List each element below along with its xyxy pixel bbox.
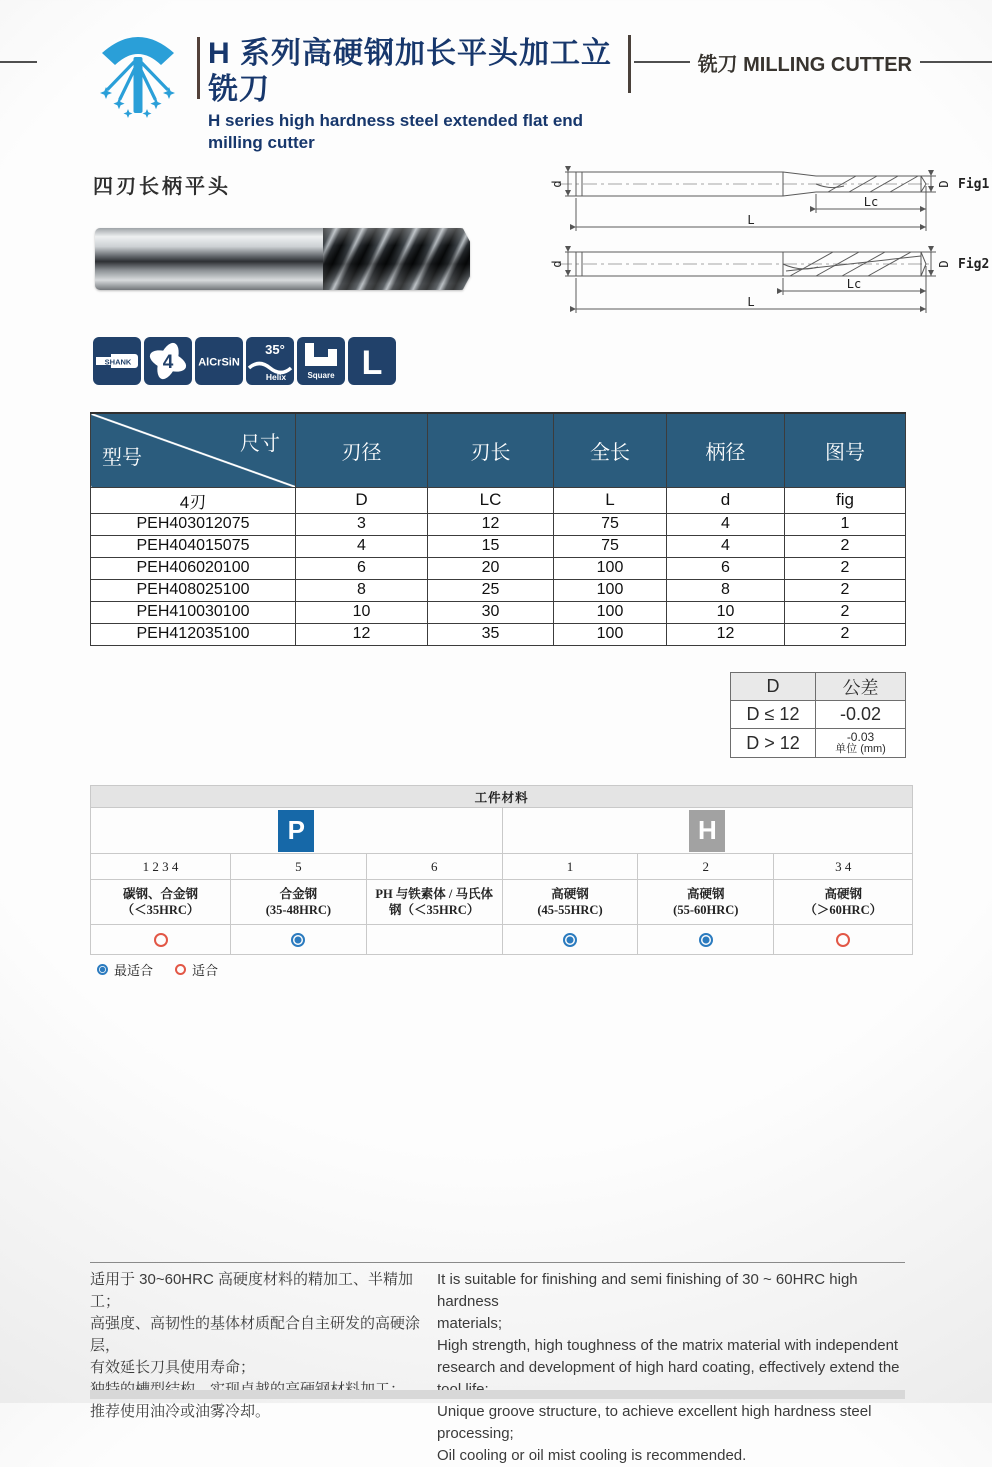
spec-table	[90, 412, 906, 646]
fig2-label: Fig2	[958, 257, 990, 272]
svg-text:AlCrSiN: AlCrSiN	[198, 356, 240, 369]
fig2-dim-d: d	[550, 260, 564, 268]
suitability-mark-icon	[291, 933, 305, 947]
tolerance-value: -0.02	[816, 701, 906, 729]
spec-cell: 10	[667, 601, 785, 623]
suitability-cell	[774, 925, 913, 955]
svg-text:4: 4	[162, 352, 174, 373]
tolerance-row	[731, 701, 906, 729]
cutter-shank	[95, 228, 323, 290]
description-line: High strength, high toughness of the matrix material with independent	[437, 1337, 899, 1354]
header-left-rule	[0, 61, 37, 63]
header-titles	[208, 36, 628, 154]
spec-cell: 75	[554, 513, 667, 535]
legend-item-suitable	[175, 960, 218, 979]
spec-row	[91, 513, 906, 535]
header-category-rule	[634, 48, 992, 76]
model-number: PEH412035100	[91, 623, 296, 645]
iso-h-badge: H	[689, 810, 725, 852]
spec-cell: 2	[785, 557, 906, 579]
description-line: 推荐使用油冷或油雾冷却。	[90, 1403, 271, 1420]
spec-cell: 100	[554, 623, 667, 645]
footer-bar	[90, 1390, 905, 1399]
fig1-dim-L: L	[747, 213, 755, 227]
description-english	[437, 1269, 905, 1467]
suitability-cell	[231, 925, 367, 955]
fig1-dim-Lc: Lc	[863, 195, 879, 209]
material-name-row	[91, 880, 913, 925]
svg-text:L: L	[361, 344, 383, 382]
feature-badges	[93, 337, 396, 385]
material-name: 高硬钢 （＞60HRC）	[774, 880, 913, 925]
page-title: H 系列高硬钢加长平头加工立铣刀	[208, 37, 612, 106]
material-name: 高硬钢 (45-55HRC)	[502, 880, 638, 925]
model-number: PEH403012075	[91, 513, 296, 535]
tolerance-header-d: D	[731, 673, 816, 701]
material-name: PH 与铁素体 / 马氏体 钢（＜35HRC）	[366, 880, 502, 925]
description-line: Oil cooling or oil mist cooling is recommended.	[437, 1447, 747, 1464]
coating-icon	[195, 337, 243, 385]
spec-subheader-cell: d	[667, 487, 785, 513]
description-line: materials;	[437, 1315, 503, 1332]
description-block	[90, 1262, 905, 1467]
material-no: 6	[366, 854, 502, 880]
svg-text:Helix: Helix	[265, 372, 287, 382]
square-end-badge	[297, 337, 345, 385]
spec-cell: 20	[428, 557, 554, 579]
suitability-mark-icon	[563, 933, 577, 947]
milling-cutter-photo	[95, 228, 470, 290]
fig1-dim-D: D	[937, 180, 951, 188]
spec-cell: 100	[554, 601, 667, 623]
tolerance-range: D ≤ 12	[731, 701, 816, 729]
helix-badge	[246, 337, 294, 385]
svg-text:Square: Square	[307, 371, 335, 380]
cutter-flutes	[323, 228, 470, 290]
description-line: 有效延长刀具使用寿命；	[90, 1359, 256, 1376]
shank-icon	[93, 337, 141, 385]
title-separator-bar	[197, 37, 200, 99]
spec-cell: 75	[554, 535, 667, 557]
material-suitability-row	[91, 925, 913, 955]
spec-cell: 2	[785, 535, 906, 557]
fig1-label: Fig1	[958, 177, 990, 192]
suitability-cell	[366, 925, 502, 955]
description-line: 适用于 30~60HRC 高硬度材料的精加工、半精加工；	[90, 1271, 413, 1310]
material-no: 2	[638, 854, 774, 880]
material-name: 高硬钢 (55-60HRC)	[638, 880, 774, 925]
model-number: PEH410030100	[91, 601, 296, 623]
description-chinese	[90, 1269, 437, 1467]
material-name: 碳钢、合金钢 （＜35HRC）	[91, 880, 231, 925]
spec-cell: 6	[296, 557, 428, 579]
section-title: 四刃长柄平头	[93, 176, 231, 198]
description-line: Unique groove structure, to achieve excellent high hardness steel processing;	[437, 1403, 872, 1442]
suitability-cell	[638, 925, 774, 955]
tolerance-value-text: -0.03	[846, 730, 875, 744]
rule-right	[920, 61, 992, 63]
material-table-title: 工件材料	[91, 786, 913, 808]
spec-cell: 25	[428, 579, 554, 601]
shank-badge	[93, 337, 141, 385]
square-end-icon	[297, 337, 345, 385]
iso-p-badge: P	[278, 810, 314, 852]
four-flute-badge	[144, 337, 192, 385]
fig2-dim-L: L	[747, 295, 755, 309]
suitability-mark-icon	[154, 933, 168, 947]
tolerance-value	[816, 729, 906, 758]
spec-cell: 2	[785, 601, 906, 623]
spec-row	[91, 557, 906, 579]
spec-row	[91, 535, 906, 557]
group-h-cell	[502, 808, 913, 854]
group-p-cell	[91, 808, 503, 854]
legend-label: 适合	[192, 963, 219, 978]
suitability-mark-icon	[427, 933, 441, 947]
spec-cell: 1	[785, 513, 906, 535]
legend-label: 最适合	[114, 963, 154, 978]
category-separator-bar	[628, 35, 631, 93]
spec-cell: 10	[296, 601, 428, 623]
model-number: PEH406020100	[91, 557, 296, 579]
fig2-drawing	[538, 241, 992, 323]
four-flute-icon	[144, 337, 192, 385]
spec-header-col: 图号	[785, 413, 906, 487]
spec-row	[91, 623, 906, 645]
spec-header-model: 型号	[102, 446, 142, 469]
material-title-row	[91, 786, 913, 808]
long-length-icon	[348, 337, 396, 385]
model-number: PEH404015075	[91, 535, 296, 557]
rule-left	[634, 61, 690, 63]
spec-row	[91, 601, 906, 623]
spec-header-col: 刃径	[296, 413, 428, 487]
spec-cell: 4	[667, 535, 785, 557]
svg-text:35°: 35°	[265, 342, 285, 357]
spec-row	[91, 579, 906, 601]
suitability-legend	[97, 960, 218, 979]
spec-cell: 12	[428, 513, 554, 535]
tolerance-header-row	[731, 673, 906, 701]
material-group-row	[91, 808, 913, 854]
spec-subheader-cell: 4刃	[91, 487, 296, 513]
material-no: 1 2 3 4	[91, 854, 231, 880]
spec-cell: 12	[667, 623, 785, 645]
spec-cell: 3	[296, 513, 428, 535]
spec-header-row	[91, 413, 906, 487]
material-number-row	[91, 854, 913, 880]
tolerance-range: D > 12	[731, 729, 816, 758]
brand-logo-icon	[92, 27, 184, 119]
fig1-dim-d: d	[550, 180, 564, 188]
spec-cell: 100	[554, 557, 667, 579]
spec-header-model-size	[91, 413, 296, 487]
category-label: 铣刀 MILLING CUTTER	[697, 53, 912, 76]
spec-cell: 8	[296, 579, 428, 601]
suitable-mark-icon	[175, 964, 186, 975]
description-line: It is suitable for finishing and semi finishing of 30 ~ 60HRC high hardness	[437, 1271, 858, 1310]
fig2-dim-D: D	[937, 260, 951, 268]
description-line: 高强度、高韧性的基体材质配合自主研发的高硬涂层，	[90, 1315, 421, 1354]
material-name: 合金钢 (35-48HRC)	[231, 880, 367, 925]
model-number: PEH408025100	[91, 579, 296, 601]
helix-icon	[246, 337, 294, 385]
svg-text:SHANK: SHANK	[104, 357, 132, 367]
spec-cell: 35	[428, 623, 554, 645]
spec-header-size: 尺寸	[240, 433, 280, 455]
material-no: 5	[231, 854, 367, 880]
spec-header-col: 柄径	[667, 413, 785, 487]
spec-header-col: 全长	[554, 413, 667, 487]
spec-cell: 2	[785, 623, 906, 645]
spec-subheader-row	[91, 487, 906, 513]
spec-cell: 6	[667, 557, 785, 579]
fig1-drawing	[538, 163, 992, 241]
spec-subheader-cell: D	[296, 487, 428, 513]
material-table	[90, 785, 913, 955]
best-mark-icon	[97, 964, 108, 975]
tolerance-row	[731, 729, 906, 758]
spec-subheader-cell: fig	[785, 487, 906, 513]
spec-cell: 4	[667, 513, 785, 535]
page-subtitle: H series high hardness steel extended flat end milling cutter	[208, 111, 584, 152]
tolerance-unit-note: 单位 (mm)	[835, 742, 886, 755]
spec-subheader-cell: L	[554, 487, 667, 513]
spec-header-col: 刃长	[428, 413, 554, 487]
spec-cell: 100	[554, 579, 667, 601]
tolerance-table	[730, 672, 906, 758]
spec-cell: 30	[428, 601, 554, 623]
coating-badge	[195, 337, 243, 385]
spec-cell: 4	[296, 535, 428, 557]
suitability-cell	[502, 925, 638, 955]
spec-subheader-cell: LC	[428, 487, 554, 513]
legend-item-best	[97, 960, 153, 979]
tolerance-header-value: 公差	[816, 673, 906, 701]
spec-cell: 2	[785, 579, 906, 601]
material-no: 1	[502, 854, 638, 880]
long-length-badge	[348, 337, 396, 385]
description-line: research and development of high hard coating, effectively extend the	[437, 1359, 900, 1376]
suitability-mark-icon	[699, 933, 713, 947]
spec-cell: 12	[296, 623, 428, 645]
fig2-dim-Lc: Lc	[846, 277, 862, 291]
spec-cell: 8	[667, 579, 785, 601]
spec-cell: 15	[428, 535, 554, 557]
suitability-cell	[91, 925, 231, 955]
suitability-mark-icon	[836, 933, 850, 947]
material-no: 3 4	[774, 854, 913, 880]
